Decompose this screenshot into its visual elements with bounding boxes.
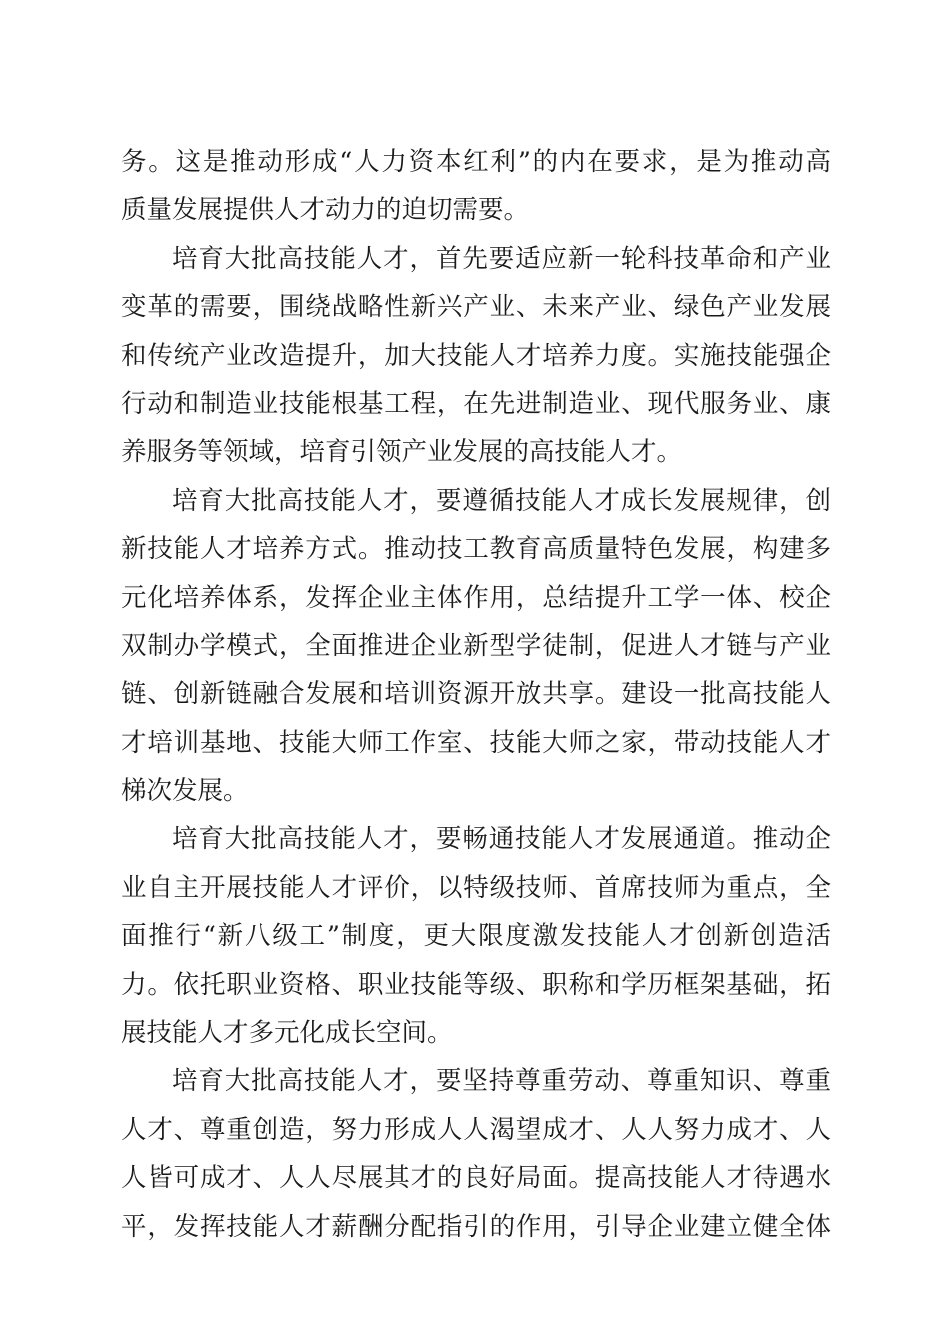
- text-line: 元化培养体系，发挥企业主体作用，总结提升工学一体、校企: [121, 582, 831, 613]
- paragraph-3: [121, 477, 831, 816]
- text-line: 培育大批高技能人才，首先要适应新一轮科技革命和产业: [172, 243, 831, 274]
- text-line: 双制办学模式，全面推进企业新型学徒制，促进人才链与产业: [121, 630, 831, 661]
- text-line: 务。这是推动形成“人力资本红利”的内在要求，是为推动高: [121, 147, 831, 177]
- text-line: 才培训基地、技能大师工作室、技能大师之家，带动技能人才: [121, 727, 831, 758]
- text-line: 人皆可成才、人人尽展其才的良好局面。提高技能人才待遇水: [121, 1163, 831, 1194]
- text-line: 业自主开展技能人才评价，以特级技师、首席技师为重点，全: [121, 872, 831, 903]
- text-line: 链、创新链融合发展和培训资源开放共享。建设一批高技能人: [121, 679, 831, 710]
- document-body: [121, 138, 831, 1251]
- text-line: 行动和制造业技能根基工程，在先进制造业、现代服务业、康: [121, 388, 831, 419]
- text-line: 面推行“新八级工”制度，更大限度激发技能人才创新创造活: [121, 921, 831, 952]
- text-line: 变革的需要，围绕战略性新兴产业、未来产业、绿色产业发展: [121, 292, 831, 323]
- text-line: 培育大批高技能人才，要遵循技能人才成长发展规律，创: [172, 485, 831, 516]
- text-line: 质量发展提供人才动力的迫切需要。: [121, 195, 530, 226]
- text-line: 梯次发展。: [121, 776, 249, 807]
- text-line: 培育大批高技能人才，要畅通技能人才发展通道。推动企: [172, 824, 831, 855]
- text-line: 培育大批高技能人才，要坚持尊重劳动、尊重知识、尊重: [172, 1066, 831, 1097]
- text-line: 新技能人才培养方式。推动技工教育高质量特色发展，构建多: [121, 534, 831, 565]
- text-line: 展技能人才多元化成长空间。: [121, 1018, 453, 1049]
- paragraph-1: [121, 138, 831, 235]
- text-line: 人才、尊重创造，努力形成人人渴望成才、人人努力成才、人: [121, 1114, 831, 1145]
- paragraph-4: [121, 815, 831, 1057]
- text-line: 平，发挥技能人才薪酬分配指引的作用，引导企业建立健全体: [121, 1211, 831, 1242]
- text-line: 和传统产业改造提升，加大技能人才培养力度。实施技能强企: [121, 340, 831, 371]
- text-line: 养服务等领域，培育引领产业发展的高技能人才。: [121, 437, 683, 468]
- text-line: 力。依托职业资格、职业技能等级、职称和学历框架基础，拓: [121, 969, 831, 1000]
- paragraph-2: [121, 235, 831, 477]
- paragraph-5: [121, 1057, 831, 1251]
